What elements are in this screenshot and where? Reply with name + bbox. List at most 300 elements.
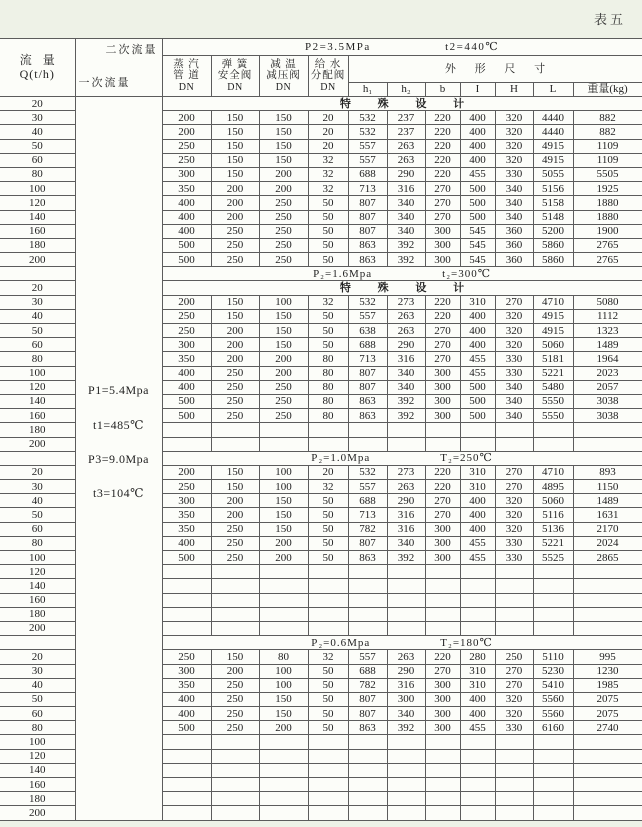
table-cell: 400 [460,692,495,706]
empty-cell [348,621,387,635]
flow-value-cell: 100 [0,735,75,749]
table-cell: 688 [348,664,387,678]
empty-cell [211,792,259,806]
table-cell: 237 [387,111,425,125]
table-cell: 2023 [573,366,642,380]
empty-cell [460,806,495,820]
table-cell: 340 [387,380,425,394]
table-cell: 5200 [533,224,573,238]
table-cell: 250 [211,380,259,394]
empty-cell [573,579,642,593]
column-header-h2: h₂ [387,83,425,97]
table-cell: 220 [425,139,460,153]
table-cell: 250 [259,196,308,210]
table-cell: 995 [573,650,642,664]
table-cell: 1964 [573,352,642,366]
table-cell: 220 [425,309,460,323]
table-cell: 320 [495,707,533,721]
table-cell: 300 [425,238,460,252]
table-cell: 316 [387,352,425,366]
column-header-reducing-valve: 减 温 减压阀 DN [259,56,308,97]
empty-cell [308,763,348,777]
empty-cell [308,437,348,451]
table-cell: 250 [211,366,259,380]
table-cell: 80 [308,380,348,394]
table-cell: 270 [425,508,460,522]
table-cell: 4915 [533,139,573,153]
empty-cell [495,749,533,763]
table-cell: 5080 [573,295,642,309]
table-cell: 200 [211,664,259,678]
table-cell: 400 [162,224,211,238]
empty-cell [573,423,642,437]
table-cell: 50 [308,692,348,706]
table-cell: 250 [211,224,259,238]
table-cell: 713 [348,508,387,522]
empty-cell [460,778,495,792]
sheet-number-label: 表五 [593,12,626,27]
empty-cell [211,579,259,593]
empty-cell [211,607,259,621]
empty-cell [460,763,495,777]
table-cell: 455 [460,366,495,380]
table-cell: 330 [495,721,533,735]
flow-value-cell: 140 [0,210,75,224]
table-row [0,97,642,111]
table-cell: 1150 [573,480,642,494]
empty-cell [495,792,533,806]
table-cell: 340 [387,210,425,224]
table-cell: 5221 [533,536,573,550]
table-body [0,97,642,821]
table-cell: 350 [162,508,211,522]
empty-cell [533,763,573,777]
table-cell: 32 [308,167,348,181]
table-cell: 50 [308,551,348,565]
empty-cell [211,778,259,792]
table-cell: 893 [573,465,642,479]
table-cell: 200 [259,551,308,565]
table-cell: 20 [308,465,348,479]
table-cell: 5560 [533,692,573,706]
table-cell: 273 [387,465,425,479]
table-cell: 290 [387,664,425,678]
table-cell: 316 [387,678,425,692]
empty-cell [259,749,308,763]
flow-cell [0,636,75,650]
table-cell: 150 [259,707,308,721]
empty-cell [162,749,211,763]
table-cell: 150 [211,111,259,125]
table-cell: 316 [387,522,425,536]
table-cell: 300 [425,721,460,735]
table-cell: 50 [308,536,348,550]
temperature-label: t2=440℃ [445,40,500,53]
table-cell: 50 [308,721,348,735]
empty-cell [573,607,642,621]
table-cell: 400 [460,707,495,721]
table-cell: 4915 [533,309,573,323]
flow-value-cell: 20 [0,281,75,295]
table-cell: 300 [425,707,460,721]
table-cell: 360 [495,238,533,252]
empty-cell [211,423,259,437]
table-cell: 1880 [573,210,642,224]
table-cell: 6160 [533,721,573,735]
table-cell: 270 [425,664,460,678]
special-design-cell: 特 殊 设 计 [162,97,642,111]
table-cell: 330 [495,536,533,550]
table-cell: 330 [495,366,533,380]
table-cell: 5181 [533,352,573,366]
flow-value-cell: 80 [0,352,75,366]
table-cell: 80 [308,366,348,380]
table-cell: 200 [259,182,308,196]
table-cell: 100 [259,295,308,309]
table-cell: 392 [387,238,425,252]
table-cell: 545 [460,238,495,252]
table-cell: 863 [348,409,387,423]
flow-value-cell: 30 [0,664,75,678]
table-cell: 270 [425,324,460,338]
table-cell: 250 [211,253,259,267]
table-cell: 150 [211,167,259,181]
flow-value-cell: 180 [0,423,75,437]
table-cell: 250 [162,324,211,338]
table-cell: 250 [162,650,211,664]
flow-cell [0,451,75,465]
table-cell: 532 [348,125,387,139]
table-cell: 200 [162,465,211,479]
table-cell: 2075 [573,707,642,721]
flow-value-cell: 120 [0,196,75,210]
table-cell: 270 [495,465,533,479]
table-cell: 330 [495,167,533,181]
empty-cell [573,621,642,635]
empty-cell [573,593,642,607]
table-cell: 250 [211,409,259,423]
table-cell: 263 [387,139,425,153]
flow-value-cell: 200 [0,806,75,820]
table-cell: 5060 [533,338,573,352]
table-cell: 713 [348,182,387,196]
table-cell: 200 [211,494,259,508]
empty-cell [495,806,533,820]
table-cell: 80 [259,650,308,664]
table-cell: 220 [425,153,460,167]
table-cell: 250 [259,380,308,394]
empty-cell [387,621,425,635]
table-cell: 1489 [573,338,642,352]
empty-cell [495,763,533,777]
table-cell: 500 [460,210,495,224]
table-cell: 300 [387,692,425,706]
table-cell: 220 [425,480,460,494]
empty-cell [308,749,348,763]
table-cell: 150 [211,480,259,494]
table-cell: 1109 [573,153,642,167]
table-cell: 300 [162,338,211,352]
table-cell: 340 [387,196,425,210]
flow-value-cell: 160 [0,224,75,238]
table-cell: 863 [348,721,387,735]
empty-cell [425,607,460,621]
table-cell: 320 [495,111,533,125]
table-cell: 200 [211,182,259,196]
table-cell: 400 [162,707,211,721]
table-cell: 782 [348,678,387,692]
empty-cell [308,565,348,579]
flow-value-cell: 50 [0,139,75,153]
table-cell: 807 [348,224,387,238]
empty-cell [387,579,425,593]
table-cell: 32 [308,182,348,196]
table-cell: 200 [259,167,308,181]
table-cell: 250 [259,394,308,408]
table-cell: 316 [387,182,425,196]
empty-cell [533,806,573,820]
table-cell: 400 [162,366,211,380]
table-cell: 50 [308,678,348,692]
table-cell: 400 [460,139,495,153]
empty-cell [533,607,573,621]
table-cell: 20 [308,139,348,153]
table-cell: 300 [425,409,460,423]
table-cell: 200 [162,295,211,309]
table-cell: 340 [495,196,533,210]
empty-cell [533,593,573,607]
empty-cell [308,423,348,437]
empty-cell [460,735,495,749]
flow-value-cell: 180 [0,238,75,252]
table-cell: 400 [460,494,495,508]
table-cell: 500 [460,182,495,196]
table-cell: 5550 [533,394,573,408]
table-cell: 5156 [533,182,573,196]
table-cell: 150 [211,295,259,309]
table-cell: 200 [211,196,259,210]
empty-cell [387,806,425,820]
empty-cell [495,565,533,579]
table-cell: 1112 [573,309,642,323]
secondary-flow-label: 二次流量 [105,44,158,56]
table-cell: 5410 [533,678,573,692]
table-cell: 320 [495,153,533,167]
empty-cell [425,565,460,579]
table-cell: 5221 [533,366,573,380]
table-cell: 392 [387,409,425,423]
empty-cell [259,792,308,806]
table-cell: 5110 [533,650,573,664]
flow-value-cell: 20 [0,465,75,479]
table-cell: 270 [495,295,533,309]
empty-cell [308,607,348,621]
table-cell: 50 [308,494,348,508]
empty-cell [533,423,573,437]
table-cell: 220 [425,465,460,479]
table-cell: 220 [425,295,460,309]
table-cell: 250 [162,309,211,323]
table-cell: 250 [211,536,259,550]
table-cell: 688 [348,494,387,508]
empty-cell [495,621,533,635]
table-cell: 807 [348,210,387,224]
table-cell: 250 [162,480,211,494]
empty-cell [259,763,308,777]
table-cell: 50 [308,253,348,267]
table-cell: 270 [425,338,460,352]
table-cell: 320 [495,522,533,536]
table-cell: 150 [211,125,259,139]
table-cell: 340 [387,707,425,721]
table-cell: 807 [348,536,387,550]
table-cell: 20 [308,111,348,125]
flow-value-cell: 50 [0,324,75,338]
empty-cell [259,806,308,820]
column-header-steam-pipe: 蒸 汽 管 道 DN [162,56,211,97]
empty-cell [495,593,533,607]
table-cell: 2057 [573,380,642,394]
empty-cell [425,778,460,792]
table-cell: 5860 [533,253,573,267]
empty-cell [533,749,573,763]
table-cell: 2740 [573,721,642,735]
table-cell: 5480 [533,380,573,394]
table-cell: 863 [348,551,387,565]
column-header-safety-valve: 弹 簧 安全阀 DN [211,56,259,97]
table-cell: 150 [259,338,308,352]
table-cell: 455 [460,352,495,366]
flow-title: 流 量 [19,53,59,68]
table-cell: 340 [387,224,425,238]
empty-cell [348,437,387,451]
table-cell: 300 [425,224,460,238]
flow-unit: Q(t/h) [19,66,55,81]
empty-cell [162,565,211,579]
table-cell: 340 [495,394,533,408]
empty-cell [259,579,308,593]
table-cell: 250 [259,253,308,267]
table-cell: 455 [460,721,495,735]
table-cell: 263 [387,480,425,494]
table-cell: 310 [460,465,495,479]
table-cell: 250 [211,522,259,536]
table-cell: 500 [460,394,495,408]
table-cell: 500 [162,238,211,252]
table-cell: 150 [259,111,308,125]
empty-cell [162,735,211,749]
flow-value-cell: 200 [0,437,75,451]
flow-value-cell: 60 [0,338,75,352]
empty-cell [387,607,425,621]
section-condition-cell [162,267,642,281]
table-cell: 392 [387,253,425,267]
table-cell: 150 [259,692,308,706]
table-cell: 150 [259,324,308,338]
table-cell: 200 [259,352,308,366]
empty-cell [573,749,642,763]
flow-value-cell: 120 [0,380,75,394]
table-cell: 150 [211,139,259,153]
table-cell: 545 [460,224,495,238]
table-cell: 270 [425,494,460,508]
empty-cell [259,423,308,437]
empty-cell [211,565,259,579]
table-cell: 270 [425,352,460,366]
flow-value-cell: 20 [0,97,75,111]
empty-cell [259,607,308,621]
table-cell: 50 [308,238,348,252]
table-cell: 200 [211,508,259,522]
table-cell: 270 [425,196,460,210]
table-cell: 340 [495,210,533,224]
empty-cell [425,806,460,820]
empty-cell [211,763,259,777]
flow-value-cell: 80 [0,167,75,181]
table-cell: 250 [211,551,259,565]
table-cell: 400 [162,380,211,394]
flow-value-cell: 60 [0,707,75,721]
table-cell: 2765 [573,238,642,252]
dimensions-header: 外 形 尺 寸 [348,56,642,83]
empty-cell [495,607,533,621]
table-cell: 250 [211,394,259,408]
table-cell: 5560 [533,707,573,721]
empty-cell [259,565,308,579]
table-cell: 80 [308,394,348,408]
table-cell: 400 [460,508,495,522]
flow-value-cell: 160 [0,778,75,792]
empty-cell [460,565,495,579]
table-cell: 400 [162,692,211,706]
empty-cell [533,437,573,451]
table-cell: 392 [387,394,425,408]
flow-value-cell: 120 [0,749,75,763]
flow-value-cell: 60 [0,153,75,167]
flow-value-cell: 40 [0,494,75,508]
left-condition-label: t1=485℃ [92,417,145,432]
table-cell: 5505 [573,167,642,181]
table-cell: 250 [211,721,259,735]
empty-cell [425,749,460,763]
flow-value-cell: 60 [0,522,75,536]
table-cell: 300 [425,536,460,550]
flow-header-cell [0,39,75,97]
flow-value-cell: 200 [0,253,75,267]
temperature-label: T₂=250℃ [440,452,493,465]
empty-cell [348,763,387,777]
table-cell: 360 [495,224,533,238]
table-cell: 340 [495,182,533,196]
table-cell: 1230 [573,664,642,678]
empty-cell [460,437,495,451]
table-cell: 300 [162,494,211,508]
table-cell: 500 [162,253,211,267]
table-cell: 1985 [573,678,642,692]
table-cell: 5136 [533,522,573,536]
table-cell: 807 [348,196,387,210]
empty-cell [162,763,211,777]
empty-cell [348,806,387,820]
table-cell: 400 [460,338,495,352]
table-cell: 400 [460,522,495,536]
empty-cell [425,593,460,607]
table-cell: 400 [162,196,211,210]
table-cell: 50 [308,309,348,323]
table-cell: 400 [460,309,495,323]
empty-cell [308,579,348,593]
table-cell: 200 [211,210,259,224]
